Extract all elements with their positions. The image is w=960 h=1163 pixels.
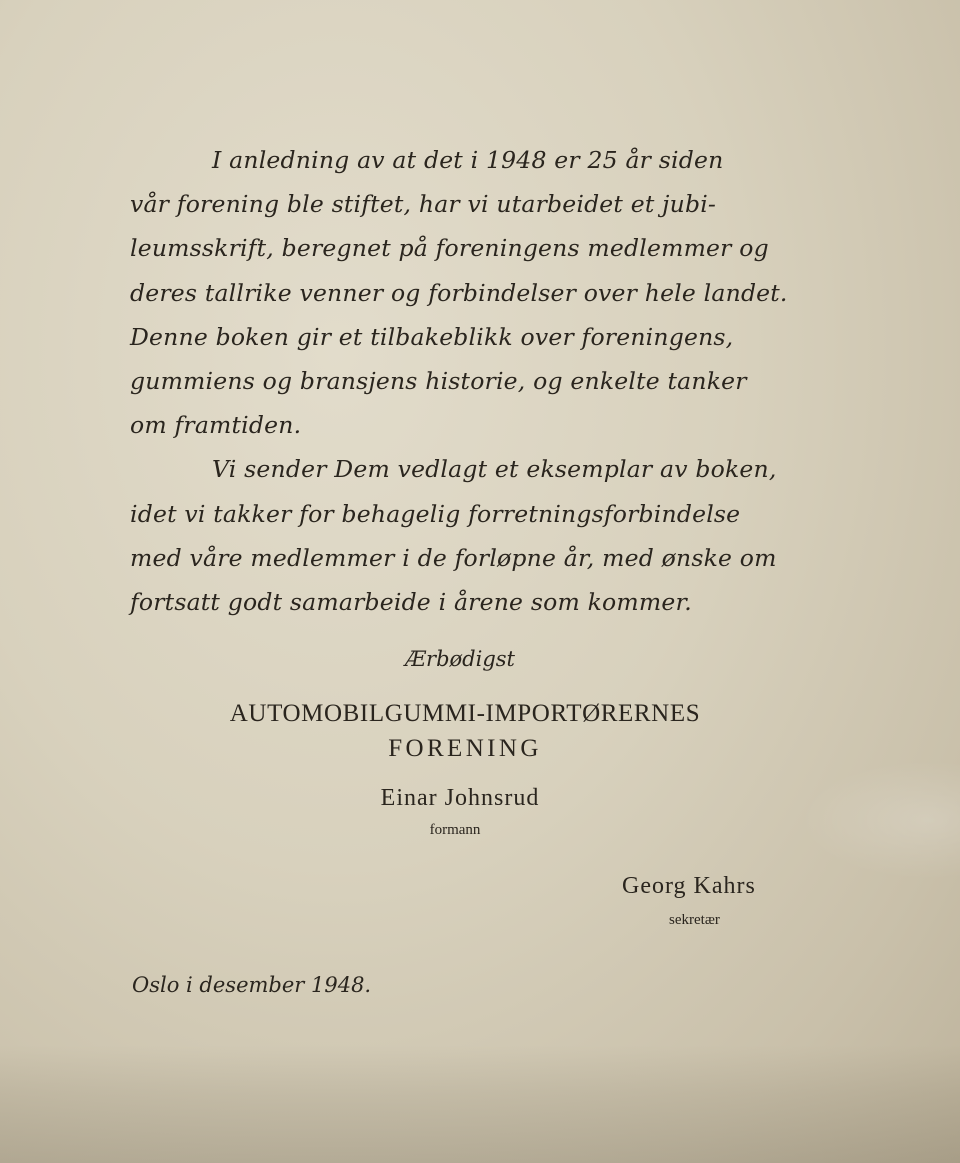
organization-name <box>0 696 930 766</box>
paper-fold-shadow <box>0 1045 960 1163</box>
signer-title-secretary: sekretær <box>669 912 720 928</box>
letter-line: med våre medlemmer i de forløpne år, med ønske om <box>130 543 777 572</box>
letter-line: leumsskrift, beregnet på foreningens medlemmer og <box>130 234 769 263</box>
organization-name-line1: AUTOMOBILGUMMI-IMPORTØRERNES <box>229 700 701 727</box>
letter-line: I anledning av at det i 1948 er 25 år siden <box>212 146 724 174</box>
organization-name-line2: FORENING <box>388 735 542 762</box>
signer-name-secretary: Georg Kahrs <box>622 873 756 899</box>
paper-crease <box>800 760 960 880</box>
letter-line: gummiens og bransjens historie, og enkelte tanker <box>130 367 747 396</box>
letter-line: idet vi takker for behagelig forretningsforbindelse <box>130 499 741 528</box>
letter-line: Denne boken gir et tilbakeblikk over foreningens, <box>130 322 734 351</box>
closing-salutation: Ærbødigst <box>405 647 515 671</box>
letter-line: om framtiden. <box>130 411 302 440</box>
letter-line: fortsatt godt samarbeide i årene som kommer. <box>130 588 692 617</box>
letter-line: Vi sender Dem vedlagt et eksemplar av boken, <box>212 455 777 484</box>
date-line: Oslo i desember 1948. <box>132 973 372 997</box>
signer-title-chairman: formann <box>429 822 481 838</box>
letter-line: deres tallrike venner og forbindelser over hele landet. <box>130 278 788 307</box>
signer-name-chairman: Einar Johnsrud <box>380 785 540 811</box>
letter-body <box>130 138 820 624</box>
letter-line: vår forening ble stiftet, har vi utarbeidet et jubi- <box>130 190 717 219</box>
